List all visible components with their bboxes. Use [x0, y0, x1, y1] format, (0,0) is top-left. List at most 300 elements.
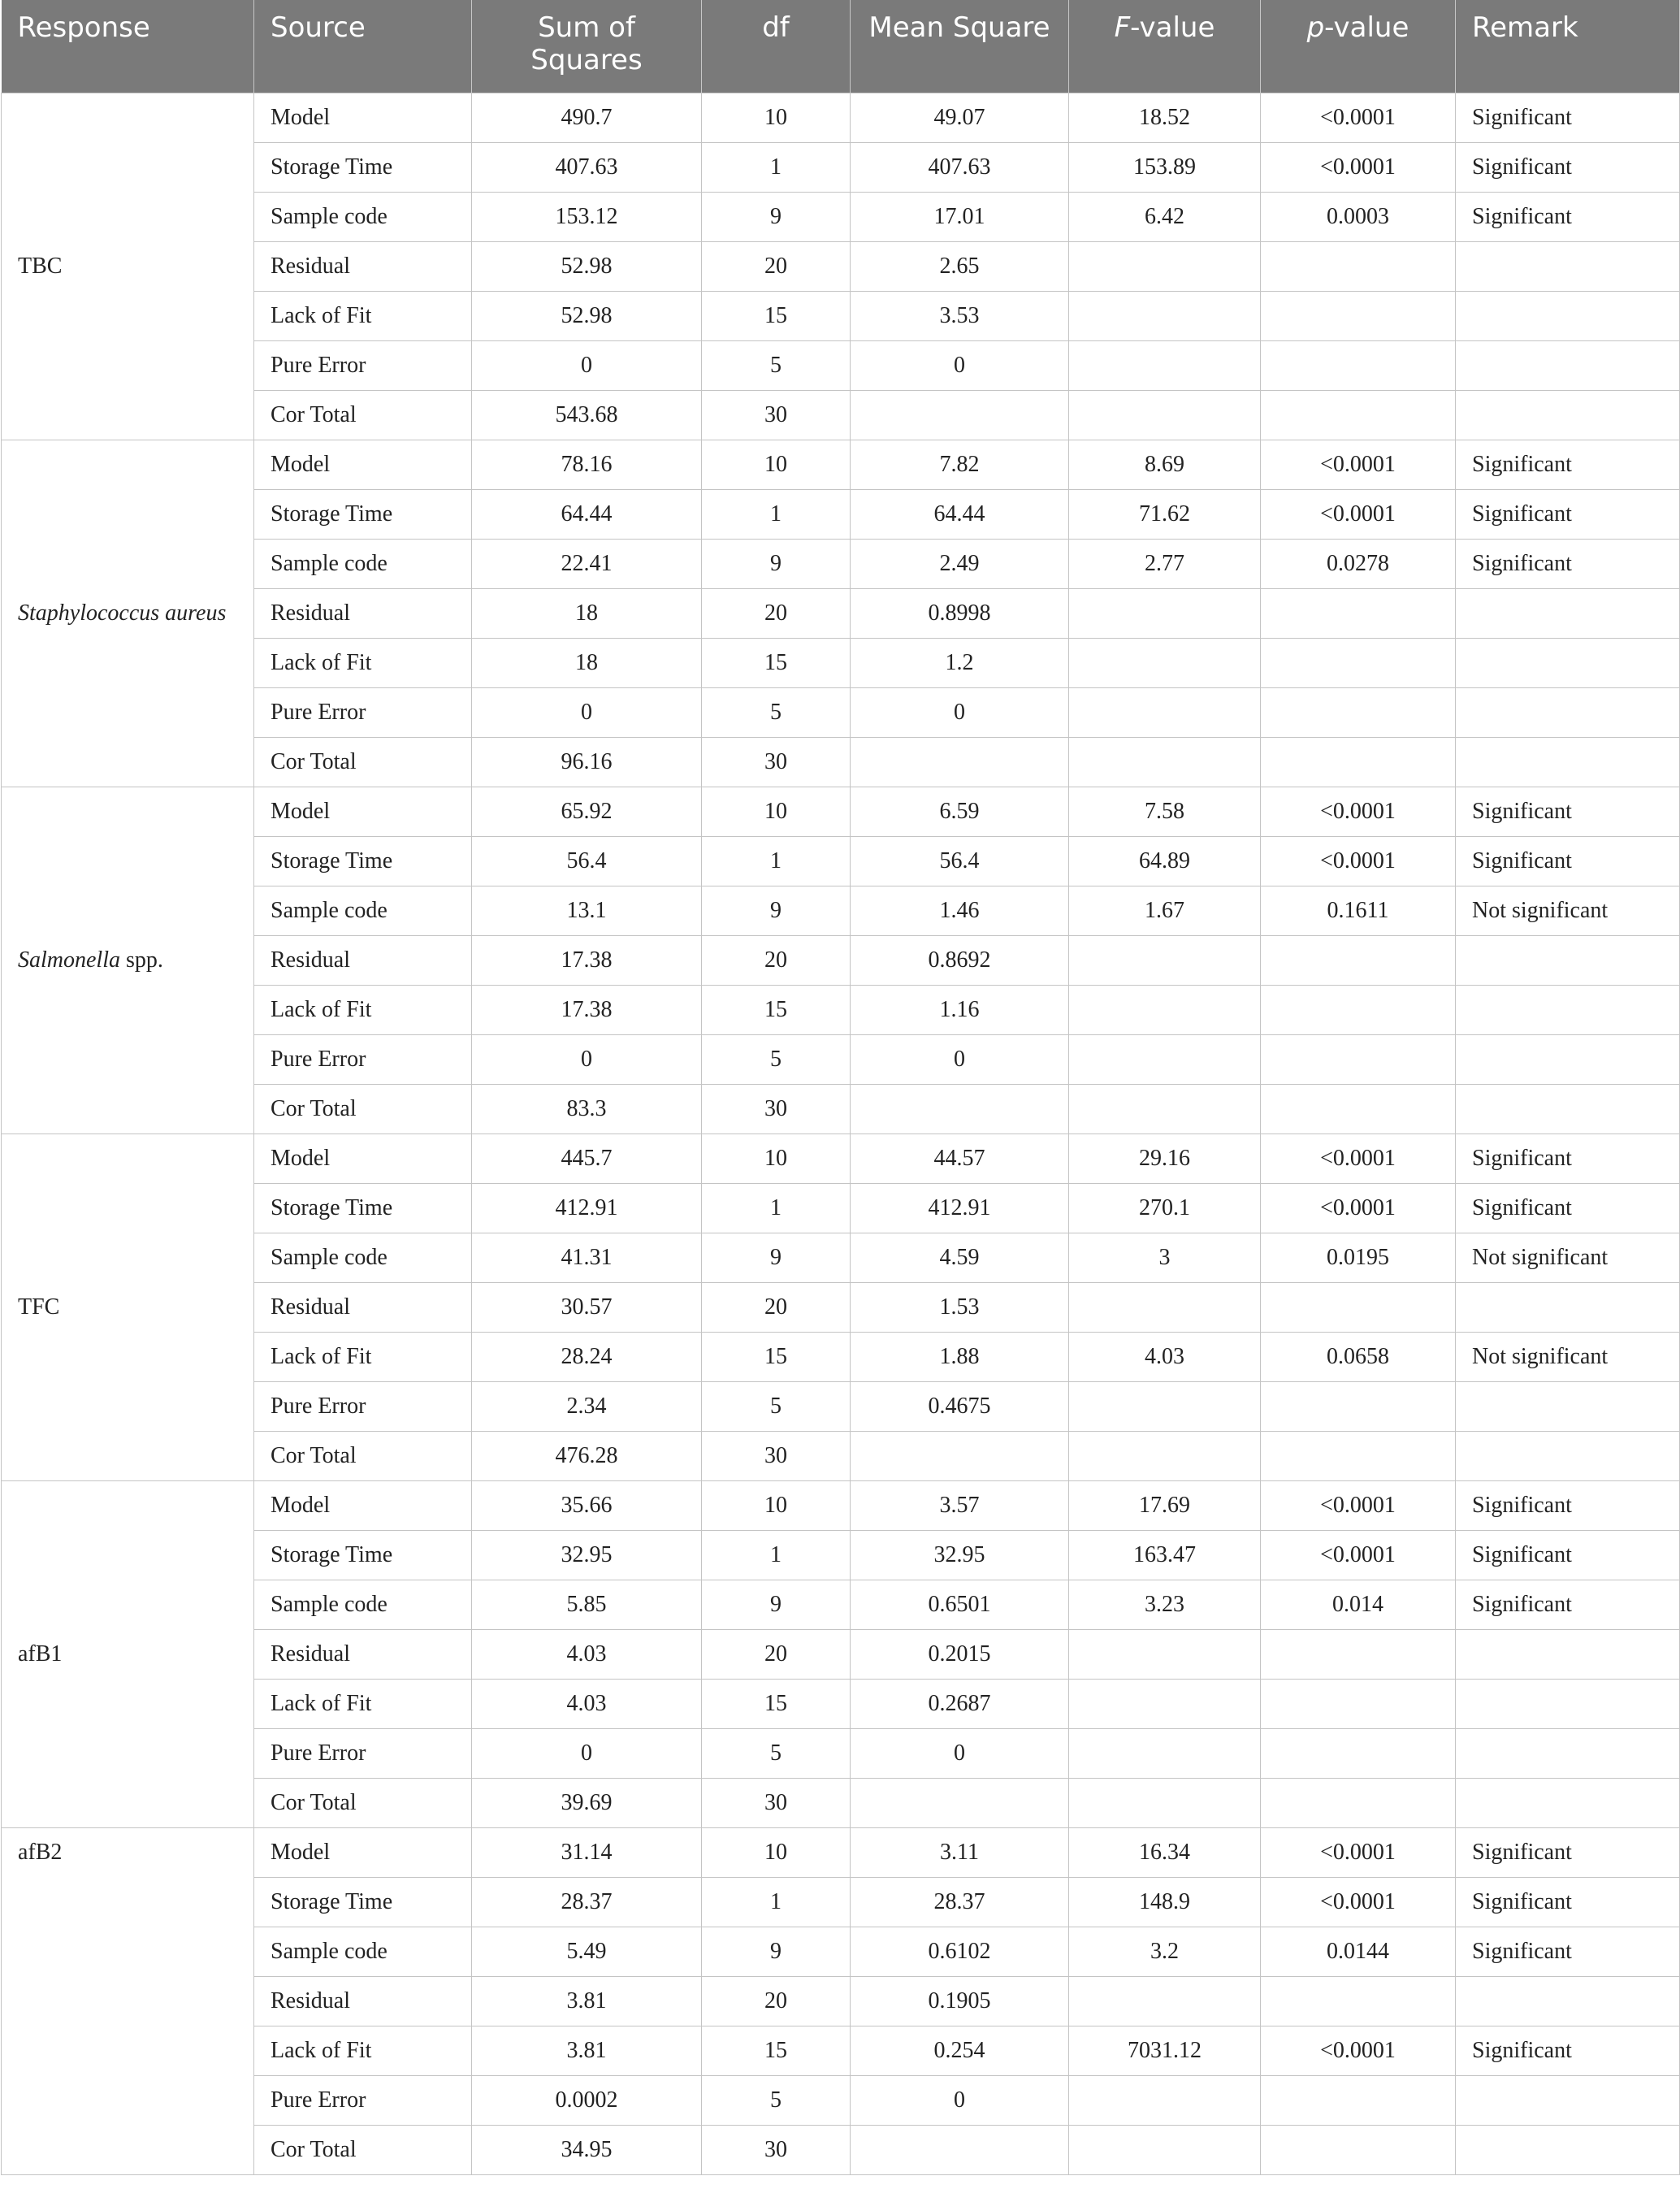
remark-cell	[1456, 589, 1680, 639]
mean-square-cell: 0.6501	[851, 1580, 1069, 1630]
df-cell: 5	[702, 1729, 851, 1779]
remark-cell	[1456, 1680, 1680, 1729]
df-cell: 10	[702, 440, 851, 490]
df-cell: 5	[702, 1382, 851, 1432]
remark-cell: Significant	[1456, 1878, 1680, 1927]
response-cell	[2, 1481, 254, 1828]
df-cell: 10	[702, 93, 851, 143]
sum-of-squares-cell: 3.81	[472, 1977, 702, 2026]
p-value-cell: 0.0144	[1261, 1927, 1456, 1977]
source-cell: Pure Error	[254, 2076, 472, 2126]
sum-of-squares-cell: 65.92	[472, 787, 702, 837]
f-value-cell	[1069, 2126, 1261, 2175]
p-value-cell	[1261, 242, 1456, 292]
sum-of-squares-cell: 412.91	[472, 1184, 702, 1233]
p-value-cell: <0.0001	[1261, 1828, 1456, 1878]
anova-table	[1, 0, 1680, 2175]
source-cell: Model	[254, 787, 472, 837]
source-cell: Sample code	[254, 1580, 472, 1630]
mean-square-cell: 2.49	[851, 540, 1069, 589]
source-cell: Model	[254, 1481, 472, 1531]
p-value-cell	[1261, 589, 1456, 639]
response-cell	[2, 440, 254, 787]
df-cell: 30	[702, 738, 851, 787]
remark-cell: Significant	[1456, 1580, 1680, 1630]
remark-cell: Significant	[1456, 490, 1680, 540]
mean-square-cell	[851, 738, 1069, 787]
sum-of-squares-cell: 35.66	[472, 1481, 702, 1531]
mean-square-cell: 0	[851, 1729, 1069, 1779]
sum-of-squares-cell: 0	[472, 341, 702, 391]
f-value-cell: 4.03	[1069, 1333, 1261, 1382]
response-cell	[2, 1828, 254, 2175]
sum-of-squares-cell: 52.98	[472, 292, 702, 341]
sum-of-squares-cell: 39.69	[472, 1779, 702, 1828]
remark-cell	[1456, 936, 1680, 986]
p-value-cell	[1261, 1035, 1456, 1085]
header-remark	[1456, 0, 1680, 93]
df-cell: 10	[702, 1481, 851, 1531]
sum-of-squares-cell: 5.85	[472, 1580, 702, 1630]
f-value-cell: 3	[1069, 1233, 1261, 1283]
df-cell: 1	[702, 837, 851, 886]
mean-square-cell: 407.63	[851, 143, 1069, 193]
f-value-cell	[1069, 341, 1261, 391]
f-value-cell: 8.69	[1069, 440, 1261, 490]
df-cell: 5	[702, 2076, 851, 2126]
table-row	[2, 787, 1680, 837]
source-cell: Lack of Fit	[254, 1680, 472, 1729]
mean-square-cell: 1.16	[851, 986, 1069, 1035]
sum-of-squares-cell: 28.37	[472, 1878, 702, 1927]
remark-cell	[1456, 1283, 1680, 1333]
df-cell: 5	[702, 1035, 851, 1085]
header-p-value-rest: -value	[1324, 11, 1409, 44]
p-value-cell	[1261, 986, 1456, 1035]
mean-square-cell: 1.88	[851, 1333, 1069, 1382]
source-cell: Sample code	[254, 1233, 472, 1283]
sum-of-squares-cell: 78.16	[472, 440, 702, 490]
mean-square-cell: 3.57	[851, 1481, 1069, 1531]
mean-square-cell: 0.2687	[851, 1680, 1069, 1729]
remark-cell: Significant	[1456, 1927, 1680, 1977]
source-cell: Residual	[254, 1977, 472, 2026]
source-cell: Storage Time	[254, 1531, 472, 1580]
p-value-cell: <0.0001	[1261, 1481, 1456, 1531]
source-cell: Cor Total	[254, 738, 472, 787]
response-cell	[2, 787, 254, 1134]
source-cell: Residual	[254, 936, 472, 986]
source-cell: Sample code	[254, 193, 472, 242]
header-p-value-italic: p	[1306, 11, 1325, 44]
source-cell: Cor Total	[254, 391, 472, 440]
header-f-value-italic: F	[1114, 11, 1131, 44]
source-cell: Residual	[254, 242, 472, 292]
mean-square-cell: 7.82	[851, 440, 1069, 490]
mean-square-cell: 49.07	[851, 93, 1069, 143]
table-row	[2, 440, 1680, 490]
df-cell: 9	[702, 886, 851, 936]
f-value-cell: 1.67	[1069, 886, 1261, 936]
mean-square-cell: 1.2	[851, 639, 1069, 688]
sum-of-squares-cell: 2.34	[472, 1382, 702, 1432]
header-source	[254, 0, 472, 93]
p-value-cell	[1261, 391, 1456, 440]
mean-square-cell: 3.53	[851, 292, 1069, 341]
remark-cell: Significant	[1456, 440, 1680, 490]
source-cell: Model	[254, 1134, 472, 1184]
f-value-cell: 3.2	[1069, 1927, 1261, 1977]
p-value-cell: <0.0001	[1261, 490, 1456, 540]
source-cell: Lack of Fit	[254, 986, 472, 1035]
table-body	[2, 93, 1680, 2175]
f-value-cell	[1069, 1779, 1261, 1828]
sum-of-squares-cell: 22.41	[472, 540, 702, 589]
mean-square-cell	[851, 1779, 1069, 1828]
f-value-cell: 16.34	[1069, 1828, 1261, 1878]
df-cell: 9	[702, 1927, 851, 1977]
remark-cell: Significant	[1456, 1481, 1680, 1531]
source-cell: Storage Time	[254, 837, 472, 886]
f-value-cell: 18.52	[1069, 93, 1261, 143]
df-cell: 1	[702, 1878, 851, 1927]
f-value-cell	[1069, 1283, 1261, 1333]
f-value-cell	[1069, 1977, 1261, 2026]
sum-of-squares-cell: 96.16	[472, 738, 702, 787]
source-cell: Cor Total	[254, 1779, 472, 1828]
remark-cell: Significant	[1456, 2026, 1680, 2076]
f-value-cell	[1069, 1035, 1261, 1085]
mean-square-cell: 56.4	[851, 837, 1069, 886]
response-cell	[2, 93, 254, 440]
mean-square-cell: 17.01	[851, 193, 1069, 242]
f-value-cell: 17.69	[1069, 1481, 1261, 1531]
df-cell: 15	[702, 292, 851, 341]
p-value-cell: 0.0195	[1261, 1233, 1456, 1283]
header-df-label: df	[762, 11, 790, 44]
mean-square-cell: 32.95	[851, 1531, 1069, 1580]
p-value-cell	[1261, 341, 1456, 391]
p-value-cell: <0.0001	[1261, 1184, 1456, 1233]
df-cell: 9	[702, 1233, 851, 1283]
header-row	[2, 0, 1680, 93]
p-value-cell	[1261, 1729, 1456, 1779]
remark-cell	[1456, 292, 1680, 341]
p-value-cell	[1261, 1283, 1456, 1333]
f-value-cell: 71.62	[1069, 490, 1261, 540]
df-cell: 15	[702, 986, 851, 1035]
remark-cell	[1456, 1035, 1680, 1085]
f-value-cell	[1069, 589, 1261, 639]
f-value-cell: 7031.12	[1069, 2026, 1261, 2076]
sum-of-squares-cell: 445.7	[472, 1134, 702, 1184]
f-value-cell	[1069, 1382, 1261, 1432]
df-cell: 9	[702, 1580, 851, 1630]
mean-square-cell: 28.37	[851, 1878, 1069, 1927]
p-value-cell: <0.0001	[1261, 837, 1456, 886]
remark-cell: Significant	[1456, 837, 1680, 886]
sum-of-squares-cell: 32.95	[472, 1531, 702, 1580]
f-value-cell	[1069, 688, 1261, 738]
mean-square-cell: 0.254	[851, 2026, 1069, 2076]
header-remark-label: Remark	[1472, 11, 1578, 44]
sum-of-squares-cell: 543.68	[472, 391, 702, 440]
mean-square-cell: 0.8998	[851, 589, 1069, 639]
p-value-cell: <0.0001	[1261, 1878, 1456, 1927]
remark-cell	[1456, 738, 1680, 787]
mean-square-cell: 0.4675	[851, 1382, 1069, 1432]
remark-cell: Significant	[1456, 143, 1680, 193]
sum-of-squares-cell: 3.81	[472, 2026, 702, 2076]
sum-of-squares-cell: 56.4	[472, 837, 702, 886]
p-value-cell	[1261, 936, 1456, 986]
p-value-cell: <0.0001	[1261, 440, 1456, 490]
mean-square-cell: 44.57	[851, 1134, 1069, 1184]
f-value-cell	[1069, 936, 1261, 986]
f-value-cell: 64.89	[1069, 837, 1261, 886]
f-value-cell	[1069, 391, 1261, 440]
sum-of-squares-cell: 13.1	[472, 886, 702, 936]
p-value-cell: 0.0278	[1261, 540, 1456, 589]
p-value-cell	[1261, 1779, 1456, 1828]
remark-cell	[1456, 341, 1680, 391]
sum-of-squares-cell: 0	[472, 1035, 702, 1085]
source-cell: Residual	[254, 1283, 472, 1333]
df-cell: 20	[702, 589, 851, 639]
f-value-cell	[1069, 738, 1261, 787]
source-cell: Lack of Fit	[254, 1333, 472, 1382]
header-sum-of-squares	[472, 0, 702, 93]
header-sum-of-squares-line1: Sum of	[538, 11, 635, 44]
source-cell: Cor Total	[254, 1085, 472, 1134]
sum-of-squares-cell: 0.0002	[472, 2076, 702, 2126]
df-cell: 10	[702, 1828, 851, 1878]
header-f-value-label	[1069, 0, 1260, 44]
mean-square-cell: 64.44	[851, 490, 1069, 540]
sum-of-squares-cell: 4.03	[472, 1630, 702, 1680]
f-value-cell: 270.1	[1069, 1184, 1261, 1233]
p-value-cell: 0.014	[1261, 1580, 1456, 1630]
header-mean-square-label: Mean Square	[868, 11, 1050, 44]
p-value-cell	[1261, 292, 1456, 341]
f-value-cell: 2.77	[1069, 540, 1261, 589]
source-cell: Model	[254, 440, 472, 490]
p-value-cell: 0.0658	[1261, 1333, 1456, 1382]
header-sum-of-squares-label	[472, 0, 701, 76]
header-response	[2, 0, 254, 93]
mean-square-cell: 0	[851, 688, 1069, 738]
p-value-cell: <0.0001	[1261, 2026, 1456, 2076]
remark-cell: Significant	[1456, 1531, 1680, 1580]
remark-cell: Significant	[1456, 1184, 1680, 1233]
header-sum-of-squares-line2: Squares	[530, 44, 643, 76]
header-f-value-rest: -value	[1130, 11, 1215, 44]
df-cell: 20	[702, 936, 851, 986]
p-value-cell	[1261, 688, 1456, 738]
df-cell: 20	[702, 242, 851, 292]
df-cell: 15	[702, 1680, 851, 1729]
source-cell: Lack of Fit	[254, 2026, 472, 2076]
mean-square-cell	[851, 1085, 1069, 1134]
mean-square-cell: 412.91	[851, 1184, 1069, 1233]
source-cell: Model	[254, 1828, 472, 1878]
f-value-cell	[1069, 1729, 1261, 1779]
remark-cell	[1456, 1977, 1680, 2026]
remark-cell	[1456, 986, 1680, 1035]
source-cell: Sample code	[254, 540, 472, 589]
remark-cell	[1456, 1085, 1680, 1134]
p-value-cell: <0.0001	[1261, 143, 1456, 193]
remark-cell	[1456, 391, 1680, 440]
source-cell: Sample code	[254, 886, 472, 936]
source-cell: Lack of Fit	[254, 292, 472, 341]
p-value-cell	[1261, 1680, 1456, 1729]
sum-of-squares-cell: 52.98	[472, 242, 702, 292]
p-value-cell	[1261, 1630, 1456, 1680]
p-value-cell	[1261, 1977, 1456, 2026]
df-cell: 1	[702, 1531, 851, 1580]
source-cell: Pure Error	[254, 1729, 472, 1779]
df-cell: 9	[702, 540, 851, 589]
sum-of-squares-cell: 28.24	[472, 1333, 702, 1382]
sum-of-squares-cell: 17.38	[472, 936, 702, 986]
f-value-cell	[1069, 1630, 1261, 1680]
sum-of-squares-cell: 5.49	[472, 1927, 702, 1977]
sum-of-squares-cell: 153.12	[472, 193, 702, 242]
sum-of-squares-cell: 18	[472, 639, 702, 688]
df-cell: 5	[702, 688, 851, 738]
remark-cell: Significant	[1456, 1828, 1680, 1878]
p-value-cell	[1261, 738, 1456, 787]
remark-cell	[1456, 1779, 1680, 1828]
df-cell: 30	[702, 1779, 851, 1828]
sum-of-squares-cell: 0	[472, 1729, 702, 1779]
f-value-cell: 6.42	[1069, 193, 1261, 242]
mean-square-cell: 0.8692	[851, 936, 1069, 986]
df-cell: 30	[702, 391, 851, 440]
p-value-cell: <0.0001	[1261, 1134, 1456, 1184]
f-value-cell	[1069, 292, 1261, 341]
source-cell: Lack of Fit	[254, 639, 472, 688]
remark-cell: Not significant	[1456, 1333, 1680, 1382]
source-cell: Cor Total	[254, 1432, 472, 1481]
header-f-value	[1069, 0, 1261, 93]
response-cell	[2, 1134, 254, 1481]
remark-cell	[1456, 242, 1680, 292]
mean-square-cell: 0.6102	[851, 1927, 1069, 1977]
source-cell: Storage Time	[254, 490, 472, 540]
mean-square-cell: 6.59	[851, 787, 1069, 837]
mean-square-cell: 2.65	[851, 242, 1069, 292]
response-name: spp.	[120, 947, 163, 973]
header-df	[702, 0, 851, 93]
response-name-italic: Staphylococcus aureus	[18, 600, 227, 626]
mean-square-cell: 0	[851, 341, 1069, 391]
mean-square-cell	[851, 391, 1069, 440]
sum-of-squares-cell: 30.57	[472, 1283, 702, 1333]
f-value-cell	[1069, 1432, 1261, 1481]
p-value-cell	[1261, 1432, 1456, 1481]
mean-square-cell	[851, 1432, 1069, 1481]
mean-square-cell: 0.1905	[851, 1977, 1069, 2026]
source-cell: Pure Error	[254, 341, 472, 391]
f-value-cell: 3.23	[1069, 1580, 1261, 1630]
table-row	[2, 1481, 1680, 1531]
sum-of-squares-cell: 64.44	[472, 490, 702, 540]
remark-cell	[1456, 2076, 1680, 2126]
f-value-cell	[1069, 242, 1261, 292]
mean-square-cell: 0.2015	[851, 1630, 1069, 1680]
header-response-label: Response	[17, 11, 150, 44]
f-value-cell: 29.16	[1069, 1134, 1261, 1184]
mean-square-cell: 0	[851, 2076, 1069, 2126]
remark-cell	[1456, 1630, 1680, 1680]
f-value-cell: 153.89	[1069, 143, 1261, 193]
source-cell: Cor Total	[254, 2126, 472, 2175]
source-cell: Storage Time	[254, 143, 472, 193]
df-cell: 10	[702, 1134, 851, 1184]
f-value-cell: 7.58	[1069, 787, 1261, 837]
mean-square-cell: 4.59	[851, 1233, 1069, 1283]
p-value-cell	[1261, 1382, 1456, 1432]
source-cell: Pure Error	[254, 1035, 472, 1085]
df-cell: 10	[702, 787, 851, 837]
remark-cell: Significant	[1456, 1134, 1680, 1184]
header-p-value-label	[1261, 0, 1455, 44]
f-value-cell: 148.9	[1069, 1878, 1261, 1927]
response-name: afB1	[18, 1641, 63, 1667]
mean-square-cell	[851, 2126, 1069, 2175]
mean-square-cell: 1.53	[851, 1283, 1069, 1333]
f-value-cell	[1069, 2076, 1261, 2126]
header-source-label: Source	[271, 11, 366, 44]
df-cell: 9	[702, 193, 851, 242]
df-cell: 20	[702, 1283, 851, 1333]
table-header	[2, 0, 1680, 93]
remark-cell: Not significant	[1456, 1233, 1680, 1283]
sum-of-squares-cell: 34.95	[472, 2126, 702, 2175]
p-value-cell	[1261, 639, 1456, 688]
remark-cell	[1456, 1729, 1680, 1779]
sum-of-squares-cell: 17.38	[472, 986, 702, 1035]
p-value-cell: <0.0001	[1261, 93, 1456, 143]
header-mean-square	[851, 0, 1069, 93]
table-row	[2, 1134, 1680, 1184]
source-cell: Pure Error	[254, 1382, 472, 1432]
response-name: afB2	[18, 1840, 63, 1865]
df-cell: 30	[702, 1085, 851, 1134]
table-row	[2, 1828, 1680, 1878]
sum-of-squares-cell: 476.28	[472, 1432, 702, 1481]
df-cell: 15	[702, 2026, 851, 2076]
sum-of-squares-cell: 407.63	[472, 143, 702, 193]
sum-of-squares-cell: 41.31	[472, 1233, 702, 1283]
sum-of-squares-cell: 4.03	[472, 1680, 702, 1729]
sum-of-squares-cell: 0	[472, 688, 702, 738]
source-cell: Storage Time	[254, 1184, 472, 1233]
source-cell: Model	[254, 93, 472, 143]
source-cell: Sample code	[254, 1927, 472, 1977]
remark-cell	[1456, 1382, 1680, 1432]
p-value-cell: <0.0001	[1261, 787, 1456, 837]
remark-cell	[1456, 1432, 1680, 1481]
p-value-cell	[1261, 2076, 1456, 2126]
remark-cell: Significant	[1456, 193, 1680, 242]
p-value-cell: 0.1611	[1261, 886, 1456, 936]
source-cell: Residual	[254, 1630, 472, 1680]
remark-cell	[1456, 639, 1680, 688]
header-p-value	[1261, 0, 1456, 93]
